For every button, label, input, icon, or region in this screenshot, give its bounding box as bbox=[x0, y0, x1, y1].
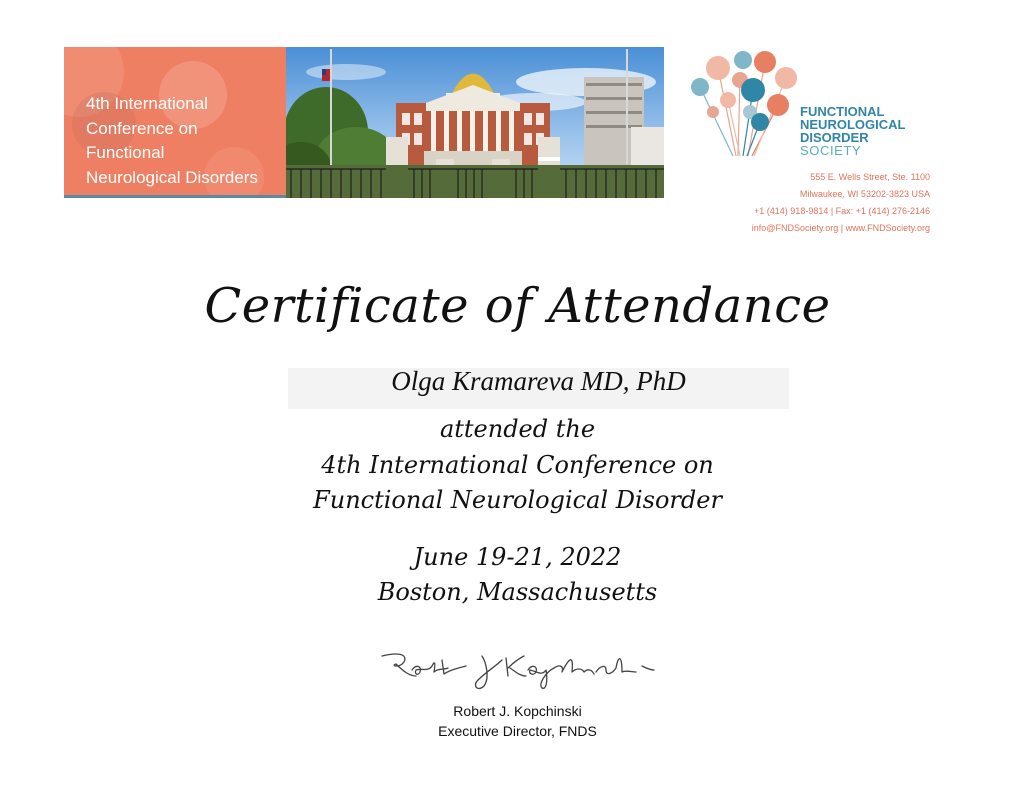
org-name-line: NEUROLOGICAL bbox=[800, 117, 906, 132]
banner-title-panel bbox=[64, 47, 286, 198]
address-line: +1 (414) 918-9814 | Fax: +1 (414) 276-2146 bbox=[754, 206, 930, 216]
org-address bbox=[752, 169, 930, 237]
org-name-line: FUNCTIONAL bbox=[800, 104, 885, 119]
fnd-society-logo bbox=[688, 50, 803, 158]
banner-title bbox=[86, 92, 286, 190]
signature bbox=[378, 642, 656, 694]
banner-title-line: Conference on bbox=[86, 118, 198, 138]
org-name-line: DISORDER bbox=[800, 130, 869, 145]
fnd-society-name bbox=[800, 105, 905, 157]
address-line: info@FNDSociety.org | www.FNDSociety.org bbox=[751, 223, 930, 233]
banner-title-line: 4th International bbox=[86, 94, 208, 113]
signatory-name: Robert J. Kopchinski bbox=[453, 703, 582, 719]
address-line: 555 E. Wells Street, Ste. 1100 bbox=[810, 172, 930, 182]
recipient-name: Olga Kramareva MD, PhD bbox=[391, 366, 686, 396]
conference-banner bbox=[64, 47, 664, 198]
state-house-photo bbox=[286, 47, 664, 198]
conference-dates: June 19-21, 2022 bbox=[413, 543, 622, 571]
banner-title-line: Neurological Disorders bbox=[86, 167, 258, 187]
address-line: Milwaukee, WI 53202-3823 USA bbox=[799, 189, 930, 199]
conference-name-line1: 4th International Conference on bbox=[321, 451, 714, 479]
banner-title-line: Functional bbox=[86, 143, 165, 162]
conference-location: Boston, Massachusetts bbox=[377, 578, 658, 606]
signatory-title: Executive Director, FNDS bbox=[438, 723, 597, 739]
attended-text: attended the bbox=[439, 415, 596, 443]
org-name-line: SOCIETY bbox=[800, 143, 862, 158]
conference-name-line2: Functional Neurological Disorder bbox=[313, 486, 722, 514]
certificate-title: Certificate of Attendance bbox=[204, 278, 831, 334]
